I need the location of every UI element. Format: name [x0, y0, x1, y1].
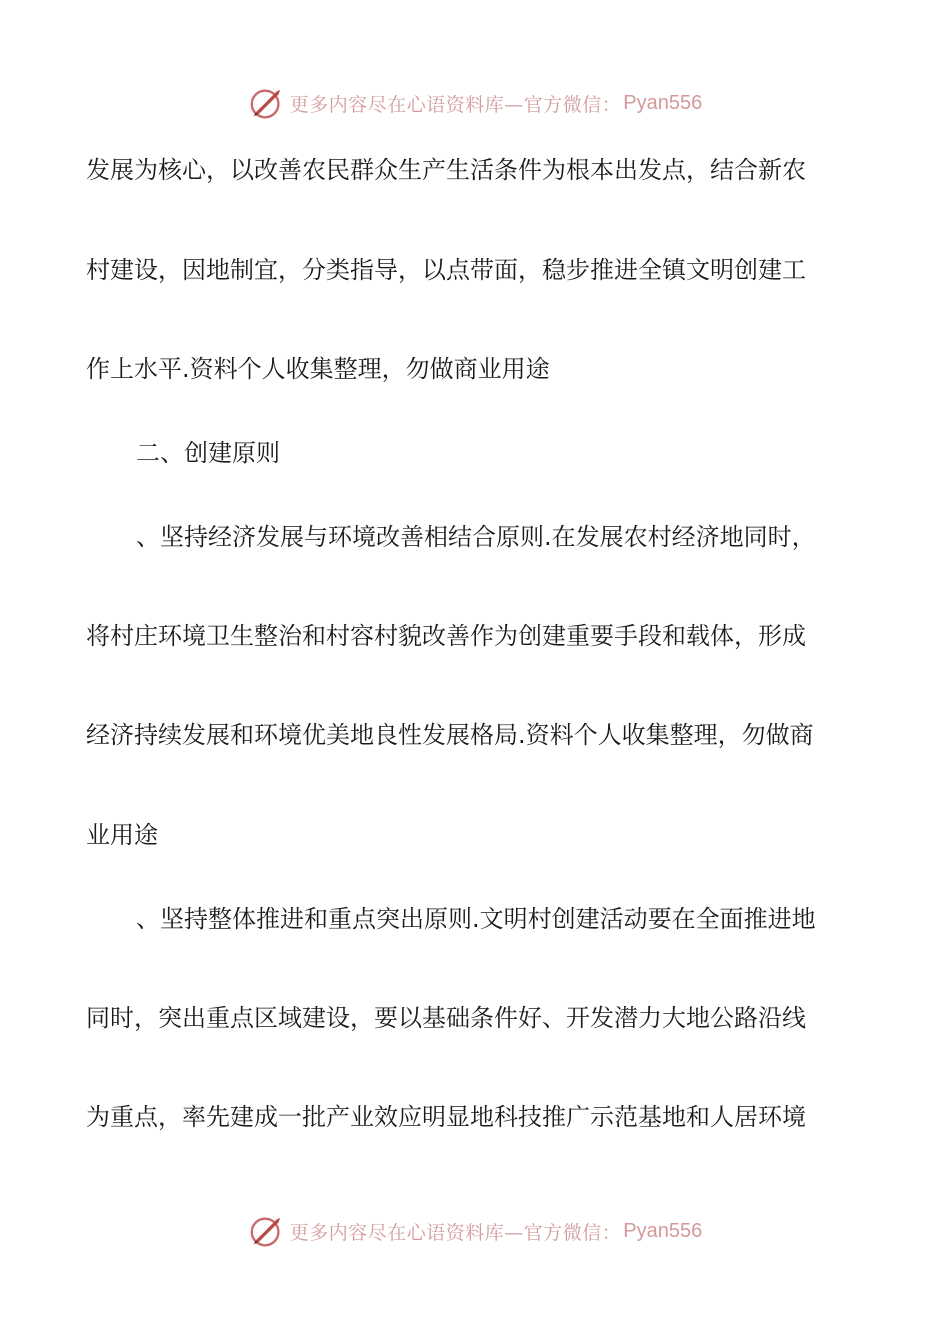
paragraph-line: 作上水平.资料个人收集整理，勿做商业用途 — [86, 355, 550, 383]
watermark-wechat-id: Pyan556 — [623, 91, 703, 114]
paragraph-line: 同时，突出重点区域建设，要以基础条件好、开发潜力大地公路沿线 — [86, 1004, 806, 1032]
footer-watermark — [0, 1212, 950, 1250]
paragraph-line: 将村庄环境卫生整治和村容村貌改善作为创建重要手段和载体，形成 — [86, 622, 806, 650]
pen-logo-icon — [248, 84, 286, 122]
paragraph-line: 经济持续发展和环境优美地良性发展格局.资料个人收集整理，勿做商 — [86, 721, 814, 749]
paragraph-line: 发展为核心，以改善农民群众生产生活条件为根本出发点，结合新农 — [86, 156, 806, 184]
watermark-wechat-id: Pyan556 — [623, 1219, 703, 1242]
paragraph-line: 为重点，率先建成一批产业效应明显地科技推广示范基地和人居环境 — [86, 1103, 806, 1131]
paragraph-line: 、坚持整体推进和重点突出原则.文明村创建活动要在全面推进地 — [136, 905, 816, 933]
paragraph-line: 业用途 — [86, 821, 158, 849]
header-watermark — [0, 84, 950, 122]
watermark-text: 更多内容尽在心语资料库—官方微信： — [289, 93, 622, 116]
pen-logo-icon — [248, 1212, 286, 1250]
section-heading: 二、创建原则 — [136, 439, 280, 467]
paragraph-line: 、坚持经济发展与环境改善相结合原则.在发展农村经济地同时， — [136, 523, 816, 551]
watermark-text: 更多内容尽在心语资料库—官方微信： — [289, 1221, 622, 1244]
paragraph-line: 村建设，因地制宜，分类指导，以点带面，稳步推进全镇文明创建工 — [86, 256, 806, 284]
